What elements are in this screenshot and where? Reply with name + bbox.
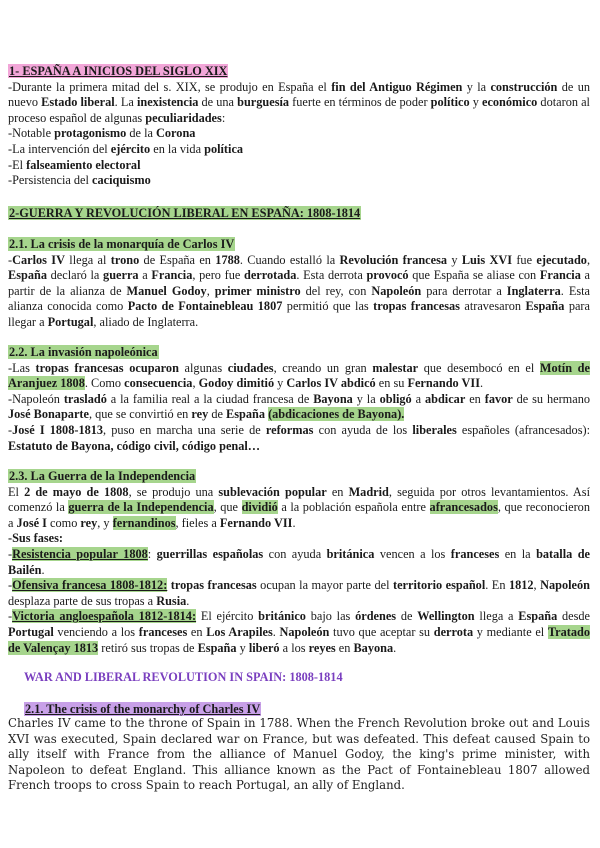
english-subsection-title: 2.1. The crisis of the monarchy of Charles IV bbox=[25, 702, 261, 716]
section-2 bbox=[8, 206, 590, 222]
section-1 bbox=[8, 64, 590, 189]
section-1-heading: 1- ESPAÑA A INICIOS DEL SIGLO XIX bbox=[9, 64, 228, 78]
subsection-2-3-p1: El 2 de mayo de 1808, se produjo una sublevación popular en Madrid, seguida por otros levantamientos. Así comenzó la guerra de la Independencia, que dividió a la población española entre afrancesados, que reconocieron a José I como rey, y fernandinos, fieles a Fernando VII. bbox=[8, 484, 591, 530]
list-item: -Persistencia del caciquismo bbox=[8, 173, 151, 188]
subsection-2-3 bbox=[8, 469, 590, 656]
subsection-2-2 bbox=[8, 345, 590, 454]
section-2-heading: 2-GUERRA Y REVOLUCIÓN LIBERAL EN ESPAÑA: 1808-1814 bbox=[9, 206, 361, 220]
subsection-2-2-p2: -Napoleón trasladó a la familia real a la ciudad francesa de Bayona y la obligó a abdicar en favor de su hermano José Bonaparte, que se convirtió en rey de España (abdicaciones de Bayona). bbox=[8, 391, 590, 422]
subsection-2-2-p1: -Las tropas francesas ocuparon algunas ciudades, creando un gran malestar que desembocó en el Motín de Aranjuez 1808. Como consecuencia, Godoy dimitió y Carlos IV abdicó en su Fernando VII. bbox=[8, 360, 590, 391]
english-heading-block bbox=[24, 670, 590, 686]
subsection-2-2-title: 2.2. La invasión napoleónica bbox=[9, 345, 158, 359]
subsection-2-1 bbox=[8, 237, 590, 331]
phase-1: -Resistencia popular 1808: guerrillas españolas con ayuda británica vencen a los franceses en la batalla de Bailén. bbox=[8, 546, 591, 577]
section-1-intro: -Durante la primera mitad del s. XIX, se produjo en España el fin del Antiguo Régimen y la construcción de un nuevo Estado liberal. La inexistencia de una burguesía fuerte en términos de poder político y económico dotaron al proceso español de algunas peculiaridades: bbox=[8, 79, 590, 125]
subsection-2-2-p3: -José I 1808-1813, puso en marcha una serie de reformas con ayuda de los liberales españoles (afrancesados): Estatuto de Bayona, código civil, código penal… bbox=[8, 422, 591, 453]
english-heading: WAR AND LIBERAL REVOLUTION IN SPAIN: 1808-1814 bbox=[24, 670, 343, 684]
phases-label: -Sus fases: bbox=[8, 531, 63, 546]
english-body: Charles IV came to the throne of Spain in 1788. When the French Revolution broke out and Louis XVI was executed, Spain declared war on France, but was defeated. This defeat caused Spain to ally itself with France from the alliance of Manuel Godoy, the king's prime minister, with Napoleon to defeat England. This alliance known as the Pact of Fontainebleau 1807 allowed French troops to cross Spain to reach Portugal, an ally of England. bbox=[8, 716, 590, 793]
phase-3: -Victoria angloespañola 1812-1814: El ejército británico bajo las órdenes de Wellington llega a España desde Portugal venciendo a los franceses en Los Arapiles. Napoleón tuvo que aceptar su derrota y mediante el Tratado de Valençay 1813 retiró sus tropas de España y liberó a los reyes en Bayona. bbox=[8, 609, 591, 655]
english-body-block bbox=[8, 716, 590, 794]
subsection-2-3-title: 2.3. La Guerra de la Independencia bbox=[9, 469, 196, 483]
subsection-2-1-text: -Carlos IV llega al trono de España en 1788. Cuando estalló la Revolución francesa y Luis XVI fue ejecutado, España declaró la guerra a Francia, pero fue derrotada. Esta derrota provocó que España se aliase con Francia a partir de la alianza de Manuel Godoy, primer ministro del rey, con Napoleón para derrotar a Inglaterra. Esta alianza conocida como Pacto de Fontainebleau 1807 permitió que las tropas francesas atravesaron España para llegar a Portugal, aliado de Inglaterra. bbox=[8, 252, 591, 329]
subsection-2-1-title: 2.1. La crisis de la monarquía de Carlos IV bbox=[9, 237, 235, 251]
list-item: -El falseamiento electoral bbox=[8, 157, 141, 172]
phase-2: -Ofensiva francesa 1808-1812: tropas francesas ocupan la mayor parte del territorio español. En 1812, Napoleón desplaza parte de sus tropas a Rusia. bbox=[8, 578, 590, 608]
list-item: -Notable protagonismo de la Corona bbox=[8, 126, 196, 141]
list-item: -La intervención del ejército en la vida política bbox=[8, 141, 244, 156]
